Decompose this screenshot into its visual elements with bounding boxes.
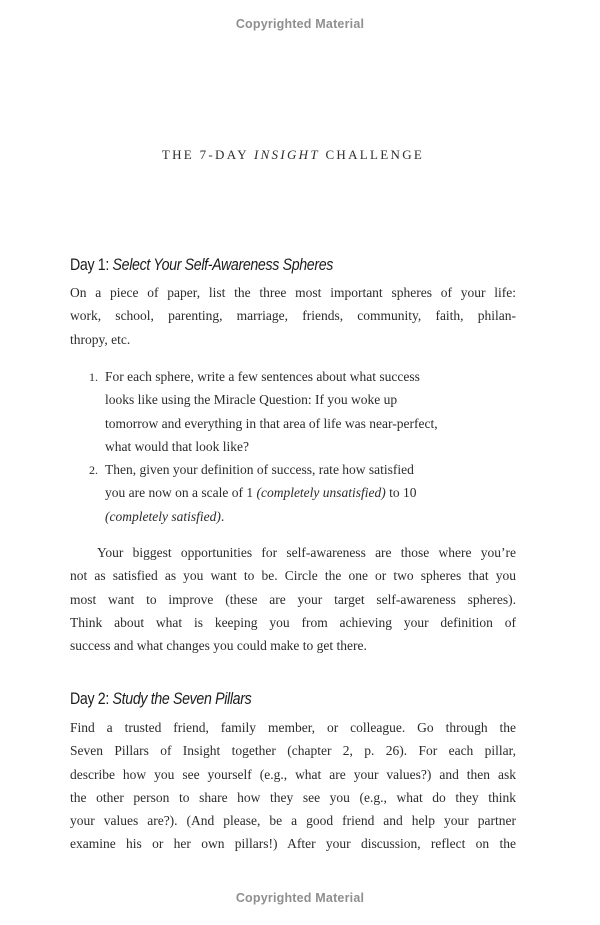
day1-heading-label: Day 1: bbox=[70, 256, 113, 274]
body-line: Seven Pillars of Insight together (chapter 2, p. 26). For each pillar, bbox=[70, 743, 516, 759]
body-line: what would that look like? bbox=[105, 438, 249, 454]
day2-heading-title: Study the Seven Pillars bbox=[112, 690, 252, 708]
day2-heading bbox=[70, 690, 251, 709]
body-line: Find a trusted friend, family member, or colleague. Go through the bbox=[70, 720, 516, 735]
body-line: On a piece of paper, list the three most important spheres of your life: bbox=[70, 285, 516, 300]
body-line: Then, given your definition of success, rate how satisfied bbox=[105, 462, 414, 478]
body-line: Think about what is keeping you from achieving your definition of bbox=[70, 614, 516, 630]
running-header-post: CHALLENGE bbox=[319, 147, 425, 162]
body-line: For each sphere, write a few sentences about what success bbox=[105, 369, 420, 384]
body-line: most want to improve (these are your target self-awareness spheres). bbox=[70, 591, 516, 607]
day1-closing-paragraph bbox=[70, 541, 516, 657]
list-item-2 bbox=[70, 458, 516, 528]
body-line: not as satisfied as you want to be. Circle the one or two spheres that you bbox=[70, 568, 516, 584]
list-item-number: 2. bbox=[89, 463, 98, 478]
body-line: thropy, etc. bbox=[70, 331, 131, 347]
body-line: looks like using the Miracle Question: If you woke up bbox=[105, 392, 398, 408]
body-text-italic: (completely satisfied) bbox=[105, 508, 221, 524]
body-line: describe how you see yourself (e.g., what are your values?) and then ask bbox=[70, 766, 516, 782]
day2-paragraph bbox=[70, 716, 516, 856]
body-text-italic: (completely unsatisfied) bbox=[256, 485, 386, 501]
body-line: your values are?). (And please, be a good friend and help your partner bbox=[70, 813, 516, 829]
numbered-list bbox=[70, 365, 516, 528]
list-item-1 bbox=[70, 365, 516, 458]
body-line: work, school, parenting, marriage, friends, community, faith, philan- bbox=[70, 308, 516, 324]
day1-heading bbox=[70, 256, 333, 275]
body-text: . bbox=[220, 508, 225, 524]
running-header-book-title: INSIGHT bbox=[253, 147, 320, 162]
day1-heading-title: Select Your Self-Awareness Spheres bbox=[112, 256, 334, 274]
body-text: to 10 bbox=[385, 485, 417, 501]
day1-intro-paragraph bbox=[70, 281, 516, 351]
day2-heading-label: Day 2: bbox=[70, 690, 113, 708]
running-header bbox=[70, 147, 516, 163]
body-line: examine his or her own pillars!) After your discussion, reflect on the bbox=[70, 836, 516, 852]
running-header-pre: THE 7-DAY bbox=[161, 147, 254, 162]
body-line: the other person to share how they see you (e.g., what do they think bbox=[70, 789, 516, 805]
body-line bbox=[105, 505, 516, 528]
body-line: Your biggest opportunities for self-awareness are those where you’re bbox=[97, 545, 516, 560]
body-line: tomorrow and everything in that area of life was near-perfect, bbox=[105, 415, 438, 431]
list-item-number: 1. bbox=[89, 370, 98, 384]
body-line bbox=[105, 481, 516, 504]
body-text: you are now on a scale of 1 bbox=[105, 485, 257, 501]
body-line: success and what changes you could make to get there. bbox=[70, 638, 367, 654]
copyright-banner-bottom: Copyrighted Material bbox=[235, 891, 365, 905]
copyright-banner-top: Copyrighted Material bbox=[235, 17, 365, 31]
